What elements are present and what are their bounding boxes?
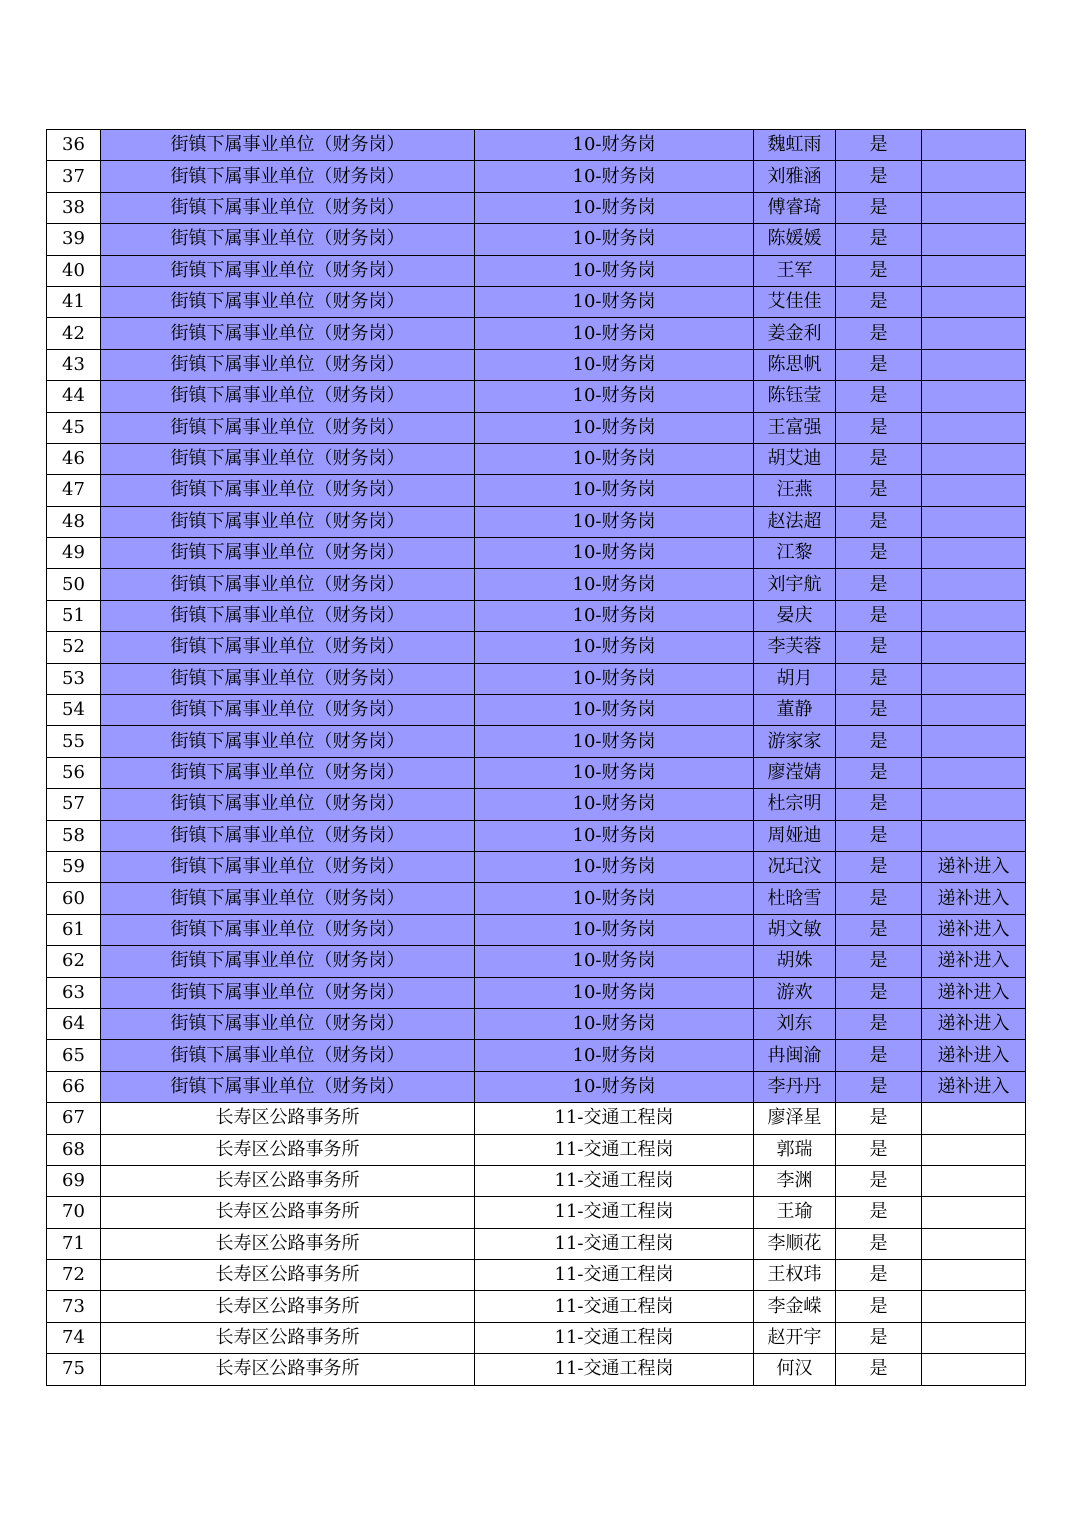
note-cell: 递补进入 — [922, 1040, 1026, 1071]
post-cell: 10-财务岗 — [475, 349, 754, 380]
qualified-cell: 是 — [836, 914, 922, 945]
note-cell — [922, 412, 1026, 443]
row-number-cell: 66 — [47, 1071, 101, 1102]
post-cell: 11-交通工程岗 — [475, 1260, 754, 1291]
note-cell — [922, 130, 1026, 161]
note-cell — [922, 1322, 1026, 1353]
name-cell: 何汉 — [754, 1354, 836, 1385]
row-number-cell: 55 — [47, 726, 101, 757]
note-cell — [922, 286, 1026, 317]
name-cell: 李金嵘 — [754, 1291, 836, 1322]
unit-cell: 长寿区公路事务所 — [101, 1291, 475, 1322]
row-number-cell: 61 — [47, 914, 101, 945]
table-row — [47, 946, 1026, 977]
note-cell — [922, 161, 1026, 192]
table-row — [47, 475, 1026, 506]
qualified-cell: 是 — [836, 443, 922, 474]
unit-cell: 街镇下属事业单位（财务岗） — [101, 883, 475, 914]
post-cell: 10-财务岗 — [475, 977, 754, 1008]
name-cell: 刘雅涵 — [754, 161, 836, 192]
qualified-cell: 是 — [836, 851, 922, 882]
qualified-cell: 是 — [836, 1354, 922, 1385]
post-cell: 10-财务岗 — [475, 883, 754, 914]
name-cell: 姜金利 — [754, 318, 836, 349]
post-cell: 10-财务岗 — [475, 161, 754, 192]
post-cell: 11-交通工程岗 — [475, 1134, 754, 1165]
row-number-cell: 37 — [47, 161, 101, 192]
unit-cell: 街镇下属事业单位（财务岗） — [101, 757, 475, 788]
qualified-cell: 是 — [836, 255, 922, 286]
unit-cell: 街镇下属事业单位（财务岗） — [101, 412, 475, 443]
unit-cell: 街镇下属事业单位（财务岗） — [101, 663, 475, 694]
table-row — [47, 286, 1026, 317]
unit-cell: 街镇下属事业单位（财务岗） — [101, 946, 475, 977]
qualified-cell: 是 — [836, 224, 922, 255]
unit-cell: 长寿区公路事务所 — [101, 1228, 475, 1259]
table-row — [47, 695, 1026, 726]
unit-cell: 街镇下属事业单位（财务岗） — [101, 506, 475, 537]
name-cell: 游家家 — [754, 726, 836, 757]
row-number-cell: 39 — [47, 224, 101, 255]
post-cell: 10-财务岗 — [475, 318, 754, 349]
row-number-cell: 44 — [47, 381, 101, 412]
post-cell: 10-财务岗 — [475, 1040, 754, 1071]
table-row — [47, 851, 1026, 882]
table-row — [47, 757, 1026, 788]
table-row — [47, 1291, 1026, 1322]
qualified-cell: 是 — [836, 538, 922, 569]
post-cell: 11-交通工程岗 — [475, 1165, 754, 1196]
table-row — [47, 538, 1026, 569]
row-number-cell: 46 — [47, 443, 101, 474]
unit-cell: 街镇下属事业单位（财务岗） — [101, 130, 475, 161]
table-row — [47, 255, 1026, 286]
table-row — [47, 883, 1026, 914]
name-cell: 艾佳佳 — [754, 286, 836, 317]
name-cell: 廖滢婧 — [754, 757, 836, 788]
table-row — [47, 1040, 1026, 1071]
row-number-cell: 58 — [47, 820, 101, 851]
post-cell: 10-财务岗 — [475, 914, 754, 945]
table-row — [47, 1322, 1026, 1353]
qualified-cell: 是 — [836, 286, 922, 317]
name-cell: 郭瑞 — [754, 1134, 836, 1165]
table-row — [47, 349, 1026, 380]
post-cell: 10-财务岗 — [475, 412, 754, 443]
note-cell — [922, 695, 1026, 726]
qualified-cell: 是 — [836, 381, 922, 412]
row-number-cell: 48 — [47, 506, 101, 537]
unit-cell: 街镇下属事业单位（财务岗） — [101, 851, 475, 882]
name-cell: 王军 — [754, 255, 836, 286]
post-cell: 10-财务岗 — [475, 443, 754, 474]
note-cell — [922, 1197, 1026, 1228]
table-row — [47, 161, 1026, 192]
post-cell: 10-财务岗 — [475, 789, 754, 820]
unit-cell: 长寿区公路事务所 — [101, 1260, 475, 1291]
row-number-cell: 56 — [47, 757, 101, 788]
qualified-cell: 是 — [836, 412, 922, 443]
unit-cell: 街镇下属事业单位（财务岗） — [101, 443, 475, 474]
row-number-cell: 68 — [47, 1134, 101, 1165]
qualified-cell: 是 — [836, 192, 922, 223]
table-row — [47, 632, 1026, 663]
qualified-cell: 是 — [836, 1197, 922, 1228]
note-cell — [922, 192, 1026, 223]
table-row — [47, 1228, 1026, 1259]
qualified-cell: 是 — [836, 757, 922, 788]
post-cell: 11-交通工程岗 — [475, 1354, 754, 1385]
note-cell — [922, 600, 1026, 631]
unit-cell: 街镇下属事业单位（财务岗） — [101, 224, 475, 255]
table-row — [47, 914, 1026, 945]
post-cell: 10-财务岗 — [475, 663, 754, 694]
name-cell: 王瑜 — [754, 1197, 836, 1228]
post-cell: 10-财务岗 — [475, 255, 754, 286]
qualified-cell: 是 — [836, 883, 922, 914]
name-cell: 李丹丹 — [754, 1071, 836, 1102]
unit-cell: 街镇下属事业单位（财务岗） — [101, 1040, 475, 1071]
post-cell: 10-财务岗 — [475, 632, 754, 663]
name-cell: 魏虹雨 — [754, 130, 836, 161]
row-number-cell: 59 — [47, 851, 101, 882]
unit-cell: 长寿区公路事务所 — [101, 1322, 475, 1353]
name-cell: 赵法超 — [754, 506, 836, 537]
unit-cell: 长寿区公路事务所 — [101, 1103, 475, 1134]
name-cell: 晏庆 — [754, 600, 836, 631]
qualified-cell: 是 — [836, 1291, 922, 1322]
name-cell: 杜宗明 — [754, 789, 836, 820]
note-cell — [922, 1228, 1026, 1259]
row-number-cell: 60 — [47, 883, 101, 914]
qualified-cell: 是 — [836, 318, 922, 349]
post-cell: 11-交通工程岗 — [475, 1197, 754, 1228]
note-cell — [922, 1291, 1026, 1322]
row-number-cell: 75 — [47, 1354, 101, 1385]
note-cell: 递补进入 — [922, 977, 1026, 1008]
unit-cell: 街镇下属事业单位（财务岗） — [101, 318, 475, 349]
post-cell: 10-财务岗 — [475, 946, 754, 977]
qualified-cell: 是 — [836, 663, 922, 694]
qualified-cell: 是 — [836, 475, 922, 506]
unit-cell: 街镇下属事业单位（财务岗） — [101, 789, 475, 820]
unit-cell: 街镇下属事业单位（财务岗） — [101, 569, 475, 600]
note-cell: 递补进入 — [922, 1008, 1026, 1039]
row-number-cell: 70 — [47, 1197, 101, 1228]
note-cell: 递补进入 — [922, 914, 1026, 945]
unit-cell: 街镇下属事业单位（财务岗） — [101, 349, 475, 380]
qualified-cell: 是 — [836, 1134, 922, 1165]
post-cell: 10-财务岗 — [475, 192, 754, 223]
post-cell: 10-财务岗 — [475, 506, 754, 537]
note-cell — [922, 663, 1026, 694]
name-cell: 陈钰莹 — [754, 381, 836, 412]
table-row — [47, 506, 1026, 537]
table-row — [47, 1260, 1026, 1291]
name-cell: 杜晗雪 — [754, 883, 836, 914]
row-number-cell: 73 — [47, 1291, 101, 1322]
unit-cell: 街镇下属事业单位（财务岗） — [101, 914, 475, 945]
table-row — [47, 569, 1026, 600]
unit-cell: 街镇下属事业单位（财务岗） — [101, 600, 475, 631]
post-cell: 11-交通工程岗 — [475, 1228, 754, 1259]
name-cell: 李渊 — [754, 1165, 836, 1196]
unit-cell: 街镇下属事业单位（财务岗） — [101, 726, 475, 757]
note-cell — [922, 820, 1026, 851]
qualified-cell: 是 — [836, 130, 922, 161]
name-cell: 李芙蓉 — [754, 632, 836, 663]
unit-cell: 长寿区公路事务所 — [101, 1354, 475, 1385]
row-number-cell: 36 — [47, 130, 101, 161]
post-cell: 10-财务岗 — [475, 851, 754, 882]
unit-cell: 街镇下属事业单位（财务岗） — [101, 255, 475, 286]
qualified-cell: 是 — [836, 946, 922, 977]
note-cell — [922, 1134, 1026, 1165]
qualified-cell: 是 — [836, 632, 922, 663]
table-row — [47, 977, 1026, 1008]
note-cell — [922, 255, 1026, 286]
table-row — [47, 1134, 1026, 1165]
name-cell: 王权玮 — [754, 1260, 836, 1291]
name-cell: 胡月 — [754, 663, 836, 694]
table-row — [47, 820, 1026, 851]
row-number-cell: 63 — [47, 977, 101, 1008]
unit-cell: 街镇下属事业单位（财务岗） — [101, 1071, 475, 1102]
name-cell: 廖泽星 — [754, 1103, 836, 1134]
table-row — [47, 1165, 1026, 1196]
table-body — [47, 130, 1026, 1386]
table-row — [47, 663, 1026, 694]
name-cell: 李顺花 — [754, 1228, 836, 1259]
post-cell: 11-交通工程岗 — [475, 1103, 754, 1134]
name-cell: 董静 — [754, 695, 836, 726]
qualified-cell: 是 — [836, 600, 922, 631]
post-cell: 10-财务岗 — [475, 224, 754, 255]
note-cell — [922, 443, 1026, 474]
note-cell: 递补进入 — [922, 883, 1026, 914]
post-cell: 10-财务岗 — [475, 286, 754, 317]
post-cell: 11-交通工程岗 — [475, 1322, 754, 1353]
table-row — [47, 443, 1026, 474]
table-row — [47, 1071, 1026, 1102]
unit-cell: 街镇下属事业单位（财务岗） — [101, 286, 475, 317]
row-number-cell: 49 — [47, 538, 101, 569]
post-cell: 10-财务岗 — [475, 569, 754, 600]
table-row — [47, 1354, 1026, 1385]
row-number-cell: 67 — [47, 1103, 101, 1134]
unit-cell: 长寿区公路事务所 — [101, 1197, 475, 1228]
post-cell: 10-财务岗 — [475, 600, 754, 631]
row-number-cell: 42 — [47, 318, 101, 349]
table-row — [47, 789, 1026, 820]
note-cell — [922, 349, 1026, 380]
table-row — [47, 600, 1026, 631]
unit-cell: 街镇下属事业单位（财务岗） — [101, 381, 475, 412]
note-cell: 递补进入 — [922, 946, 1026, 977]
note-cell — [922, 757, 1026, 788]
qualified-cell: 是 — [836, 1103, 922, 1134]
post-cell: 10-财务岗 — [475, 475, 754, 506]
name-cell: 冉闽渝 — [754, 1040, 836, 1071]
name-cell: 胡姝 — [754, 946, 836, 977]
note-cell — [922, 632, 1026, 663]
note-cell — [922, 1103, 1026, 1134]
row-number-cell: 54 — [47, 695, 101, 726]
qualified-cell: 是 — [836, 506, 922, 537]
row-number-cell: 69 — [47, 1165, 101, 1196]
qualified-cell: 是 — [836, 1260, 922, 1291]
name-cell: 刘东 — [754, 1008, 836, 1039]
name-cell: 胡文敏 — [754, 914, 836, 945]
row-number-cell: 50 — [47, 569, 101, 600]
qualified-cell: 是 — [836, 789, 922, 820]
table-row — [47, 412, 1026, 443]
unit-cell: 街镇下属事业单位（财务岗） — [101, 820, 475, 851]
note-cell — [922, 726, 1026, 757]
unit-cell: 街镇下属事业单位（财务岗） — [101, 475, 475, 506]
name-cell: 况玘汶 — [754, 851, 836, 882]
qualified-cell: 是 — [836, 161, 922, 192]
row-number-cell: 47 — [47, 475, 101, 506]
qualified-cell: 是 — [836, 1165, 922, 1196]
note-cell — [922, 538, 1026, 569]
name-cell: 汪燕 — [754, 475, 836, 506]
note-cell: 递补进入 — [922, 851, 1026, 882]
unit-cell: 长寿区公路事务所 — [101, 1134, 475, 1165]
result-table — [46, 129, 1026, 1386]
qualified-cell: 是 — [836, 1071, 922, 1102]
qualified-cell: 是 — [836, 1040, 922, 1071]
note-cell: 递补进入 — [922, 1071, 1026, 1102]
qualified-cell: 是 — [836, 569, 922, 600]
row-number-cell: 72 — [47, 1260, 101, 1291]
note-cell — [922, 1354, 1026, 1385]
qualified-cell: 是 — [836, 1008, 922, 1039]
table-row — [47, 1008, 1026, 1039]
name-cell: 江黎 — [754, 538, 836, 569]
note-cell — [922, 506, 1026, 537]
row-number-cell: 52 — [47, 632, 101, 663]
qualified-cell: 是 — [836, 695, 922, 726]
name-cell: 胡艾迪 — [754, 443, 836, 474]
unit-cell: 街镇下属事业单位（财务岗） — [101, 538, 475, 569]
row-number-cell: 62 — [47, 946, 101, 977]
post-cell: 10-财务岗 — [475, 695, 754, 726]
post-cell: 11-交通工程岗 — [475, 1291, 754, 1322]
table-row — [47, 192, 1026, 223]
name-cell: 赵开宇 — [754, 1322, 836, 1353]
qualified-cell: 是 — [836, 820, 922, 851]
qualified-cell: 是 — [836, 726, 922, 757]
unit-cell: 街镇下属事业单位（财务岗） — [101, 695, 475, 726]
note-cell — [922, 789, 1026, 820]
post-cell: 10-财务岗 — [475, 726, 754, 757]
name-cell: 刘宇航 — [754, 569, 836, 600]
row-number-cell: 65 — [47, 1040, 101, 1071]
row-number-cell: 40 — [47, 255, 101, 286]
qualified-cell: 是 — [836, 349, 922, 380]
note-cell — [922, 381, 1026, 412]
unit-cell: 街镇下属事业单位（财务岗） — [101, 1008, 475, 1039]
row-number-cell: 45 — [47, 412, 101, 443]
qualified-cell: 是 — [836, 1322, 922, 1353]
table-row — [47, 224, 1026, 255]
unit-cell: 街镇下属事业单位（财务岗） — [101, 977, 475, 1008]
row-number-cell: 51 — [47, 600, 101, 631]
post-cell: 10-财务岗 — [475, 757, 754, 788]
note-cell — [922, 569, 1026, 600]
table-row — [47, 381, 1026, 412]
post-cell: 10-财务岗 — [475, 1008, 754, 1039]
post-cell: 10-财务岗 — [475, 820, 754, 851]
row-number-cell: 41 — [47, 286, 101, 317]
post-cell: 10-财务岗 — [475, 381, 754, 412]
post-cell: 10-财务岗 — [475, 538, 754, 569]
row-number-cell: 64 — [47, 1008, 101, 1039]
post-cell: 10-财务岗 — [475, 130, 754, 161]
qualified-cell: 是 — [836, 1228, 922, 1259]
qualified-cell: 是 — [836, 977, 922, 1008]
unit-cell: 街镇下属事业单位（财务岗） — [101, 192, 475, 223]
row-number-cell: 43 — [47, 349, 101, 380]
row-number-cell: 57 — [47, 789, 101, 820]
name-cell: 陈媛媛 — [754, 224, 836, 255]
row-number-cell: 53 — [47, 663, 101, 694]
name-cell: 傅睿琦 — [754, 192, 836, 223]
name-cell: 陈思帆 — [754, 349, 836, 380]
row-number-cell: 71 — [47, 1228, 101, 1259]
note-cell — [922, 1165, 1026, 1196]
note-cell — [922, 224, 1026, 255]
row-number-cell: 38 — [47, 192, 101, 223]
name-cell: 王富强 — [754, 412, 836, 443]
note-cell — [922, 318, 1026, 349]
unit-cell: 长寿区公路事务所 — [101, 1165, 475, 1196]
table-row — [47, 318, 1026, 349]
name-cell: 周娅迪 — [754, 820, 836, 851]
note-cell — [922, 1260, 1026, 1291]
row-number-cell: 74 — [47, 1322, 101, 1353]
table-row — [47, 130, 1026, 161]
unit-cell: 街镇下属事业单位（财务岗） — [101, 632, 475, 663]
post-cell: 10-财务岗 — [475, 1071, 754, 1102]
name-cell: 游欢 — [754, 977, 836, 1008]
table-row — [47, 726, 1026, 757]
table-row — [47, 1103, 1026, 1134]
unit-cell: 街镇下属事业单位（财务岗） — [101, 161, 475, 192]
table-row — [47, 1197, 1026, 1228]
note-cell — [922, 475, 1026, 506]
